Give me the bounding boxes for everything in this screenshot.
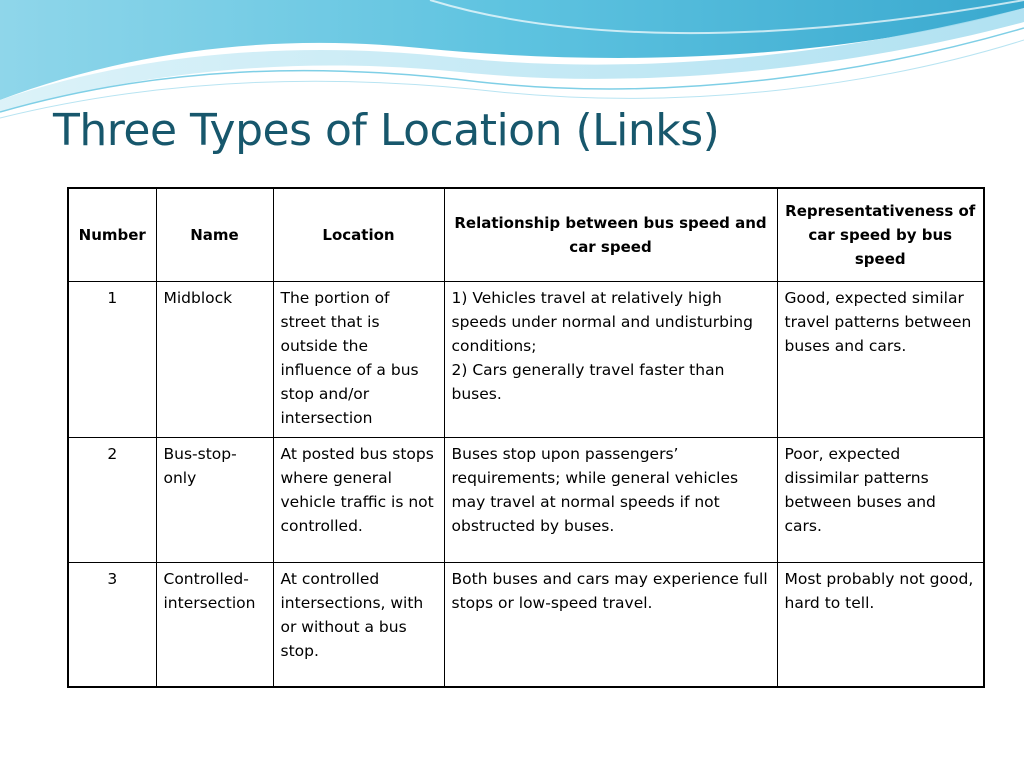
cell-relationship: 1) Vehicles travel at relatively high speeds under normal and undisturbing conditions; 2) Cars generally travel faster than buses. [444, 281, 777, 437]
header-representativeness: Representativeness of car speed by bus speed [777, 188, 984, 281]
cell-number: 2 [68, 437, 156, 562]
slide-title: Three Types of Location (Links) [53, 105, 720, 156]
cell-relationship: Buses stop upon passengers’ requirements; while general vehicles may travel at normal speeds if not obstructed by buses. [444, 437, 777, 562]
cell-representativeness: Good, expected similar travel patterns between buses and cars. [777, 281, 984, 437]
cell-name: Midblock [156, 281, 273, 437]
table-row [68, 437, 984, 562]
table-row [68, 562, 984, 687]
cell-location: The portion of street that is outside the influence of a bus stop and/or intersection [273, 281, 444, 437]
location-types-table [67, 187, 985, 688]
cell-representativeness: Most probably not good, hard to tell. [777, 562, 984, 687]
table-header-row [68, 188, 984, 281]
cell-relationship: Both buses and cars may experience full stops or low-speed travel. [444, 562, 777, 687]
header-number: Number [68, 188, 156, 281]
table-row [68, 281, 984, 437]
cell-number: 3 [68, 562, 156, 687]
cell-location: At posted bus stops where general vehicle traffic is not controlled. [273, 437, 444, 562]
header-name: Name [156, 188, 273, 281]
cell-representativeness: Poor, expected dissimilar patterns between buses and cars. [777, 437, 984, 562]
header-relationship: Relationship between bus speed and car speed [444, 188, 777, 281]
cell-name: Controlled-intersection [156, 562, 273, 687]
cell-number: 1 [68, 281, 156, 437]
cell-location: At controlled intersections, with or without a bus stop. [273, 562, 444, 687]
header-location: Location [273, 188, 444, 281]
cell-name: Bus-stop-only [156, 437, 273, 562]
